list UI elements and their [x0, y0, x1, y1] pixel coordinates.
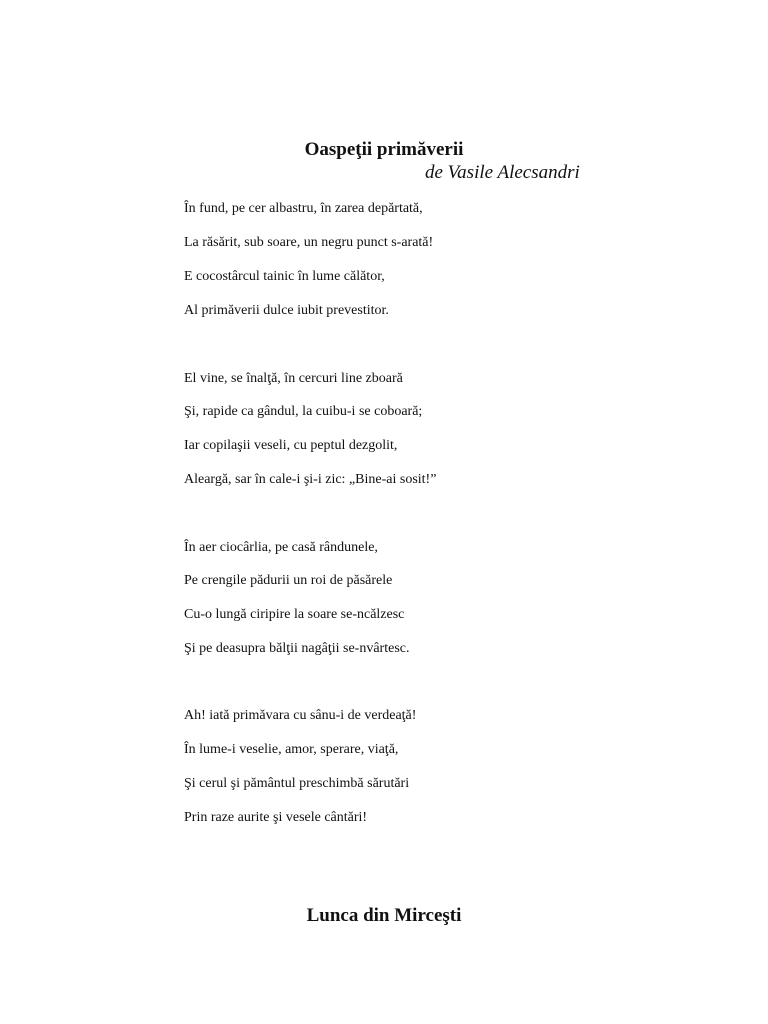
poem-line: Al primăverii dulce iubit prevestitor.	[184, 303, 389, 318]
poem-line: Pe crengile pădurii un roi de păsărele	[184, 573, 393, 588]
poem-line: Şi, rapide ca gândul, la cuibu-i se coboară;	[184, 404, 423, 419]
poem-line: În lume-i veselie, amor, sperare, viaţă,	[184, 742, 399, 757]
poem-line: Ah! iată primăvara cu sânu-i de verdeaţă!	[184, 708, 417, 723]
poem-title: Oaspeţii primăverii	[304, 139, 464, 160]
poem-line: Prin raze aurite şi vesele cântări!	[184, 810, 368, 825]
poem-line: În aer ciocârlia, pe casă rândunele,	[184, 540, 378, 555]
poem-line: Cu-o lungă ciripire la soare se-ncălzesc	[184, 607, 405, 622]
poem-line: Şi cerul şi pământul preschimbă sărutări	[184, 776, 410, 791]
next-poem-title: Lunca din Mirceşti	[306, 905, 462, 926]
poem-line: Şi pe deasupra bălţii nagâţii se-nvârtesc.	[184, 641, 410, 656]
poem-line: E cocostârcul tainic în lume călător,	[184, 269, 385, 284]
poem-author: de Vasile Alecsandri	[425, 162, 580, 183]
poem-line: Aleargă, sar în cale-i şi-i zic: „Bine-ai sosit!”	[184, 472, 437, 487]
poem-line: El vine, se înalţă, în cercuri line zboară	[184, 371, 403, 386]
poem-line: La răsărit, sub soare, un negru punct s-arată!	[184, 235, 434, 250]
poem-line: Iar copilaşii veseli, cu peptul dezgolit,	[184, 438, 398, 453]
poem-line: În fund, pe cer albastru, în zarea depărtată,	[184, 201, 423, 216]
